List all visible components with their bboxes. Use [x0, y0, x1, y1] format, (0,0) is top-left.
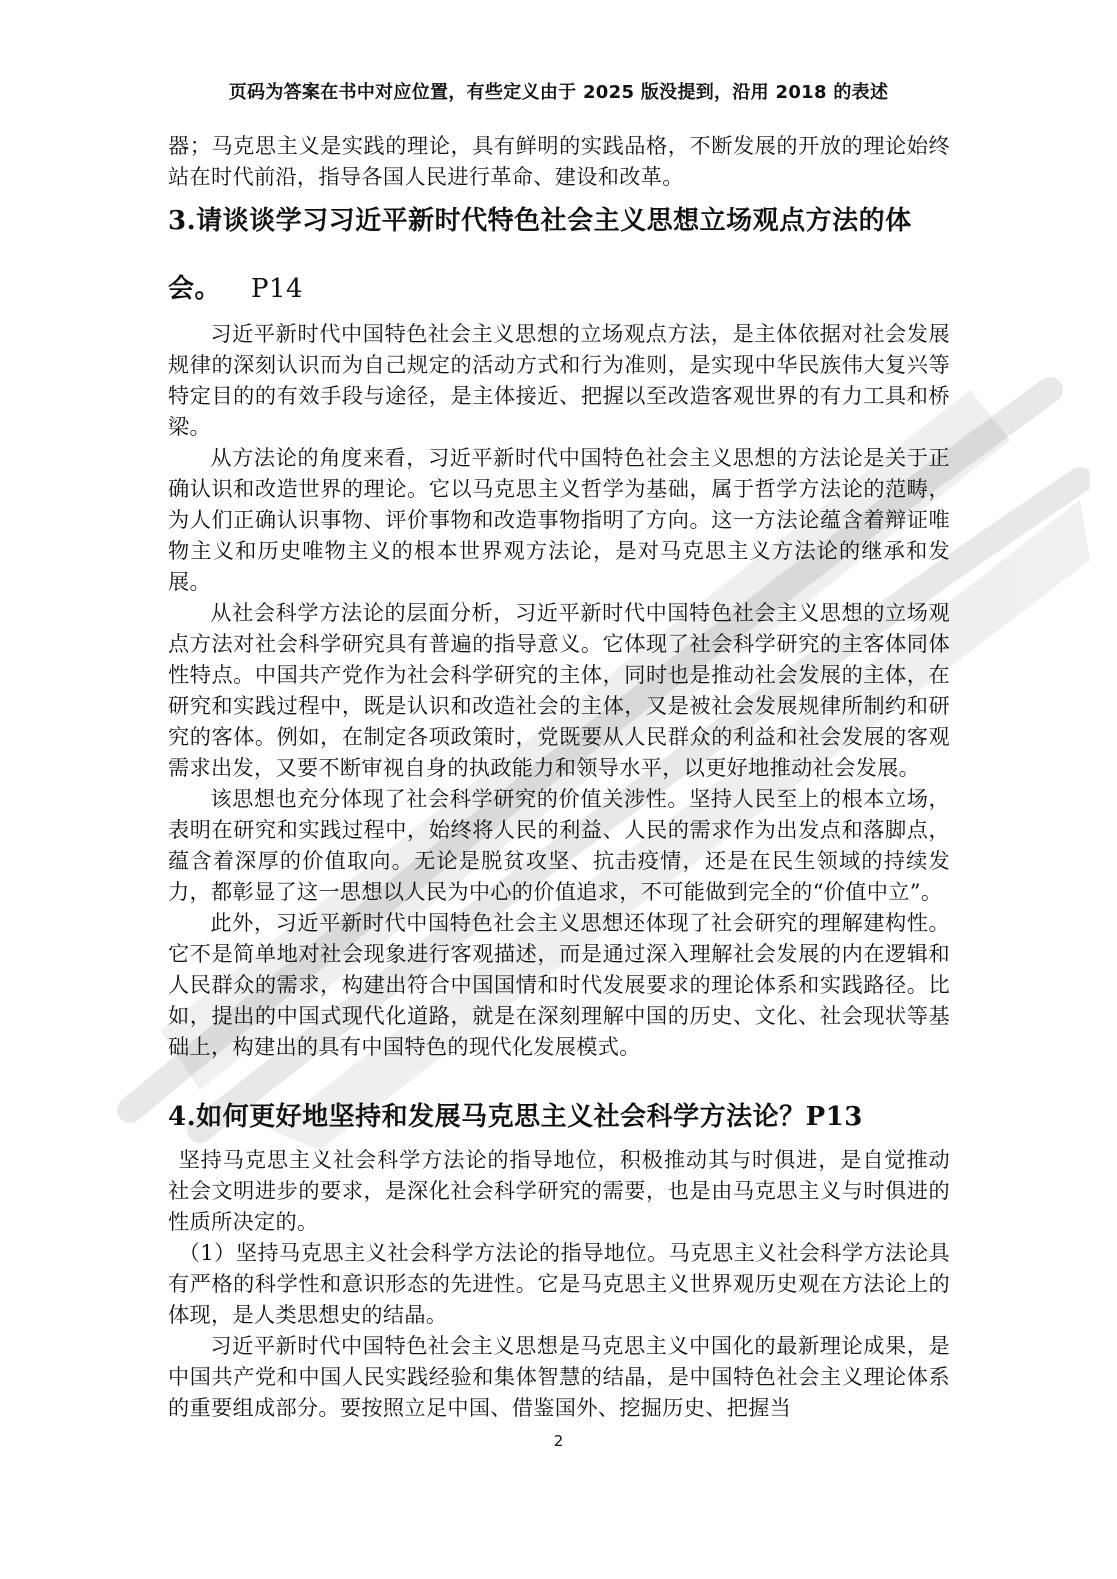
q4-paragraph-3: 习近平新时代中国特色社会主义思想是马克思主义中国化的最新理论成果，是中国共产党和中国人民实践经验和集体智慧的结晶，是中国特色社会主义理论体系的重要组成部分。要按照立足中国、借鉴国外、挖掘历史、把握当: [168, 1333, 950, 1420]
q3-paragraph-1: 习近平新时代中国特色社会主义思想的立场观点方法，是主体依据对社会发展规律的深刻认识而为自己规定的活动方式和行为准则，是实现中华民族伟大复兴等特定目的的有效手段与途径，是主体接近、把握以至改造客观世界的有力工具和桥梁。: [168, 321, 950, 439]
q3-paragraph-5: 此外，习近平新时代中国特色社会主义思想还体现了社会研究的理解建构性。它不是简单地对社会现象进行客观描述，而是通过深入理解社会发展的内在逻辑和人民群众的需求，构建出符合中国国情和时代发展要求的理论体系和实践路径。比如，提出的中国式现代化道路，就是在深刻理解中国的历史、文化、社会现状等基础上，构建出的具有中国特色的现代化发展模式。: [168, 910, 950, 1059]
page-header: 页码为答案在书中对应位置，有些定义由于 2025 版没提到，沿用 2018 的表述: [228, 82, 889, 103]
q4-paragraph-1: 坚持马克思主义社会科学方法论的指导地位，积极推动其与时俱进，是自觉推动社会文明进步的要求，是深化社会科学研究的需要，也是由马克思主义与时俱进的性质所决定的。: [168, 1147, 950, 1234]
document-body: [168, 130, 950, 1423]
page-number: 2: [553, 1432, 564, 1450]
q4-paragraph-2: （1）坚持马克思主义社会科学方法论的指导地位。马克思主义社会科学方法论具有严格的科学性和意识形态的先进性。它是马克思主义世界观历史观在方法论上的体现，是人类思想史的结晶。: [168, 1240, 950, 1327]
q3-paragraph-3: 从社会科学方法论的层面分析，习近平新时代中国特色社会主义思想的立场观点方法对社会科学研究具有普遍的指导意义。它体现了社会科学研究的主客体同体性特点。中国共产党作为社会科学研究的主体，同时也是推动社会发展的主体，在研究和实践过程中，既是认识和改造社会的主体，又是被社会发展规律所制约和研究的客体。例如，在制定各项政策时，党既要从人民群众的利益和社会发展的客观需求出发，又要不断审视自身的执政能力和领导水平，以更好地推动社会发展。: [168, 600, 950, 780]
question-3-title: 3.请谈谈学习习近平新时代特色社会主义思想立场观点方法的体: [168, 206, 912, 236]
q3-paragraph-4: 该思想也充分体现了社会科学研究的价值关涉性。坚持人民至上的根本立场，表明在研究和实践过程中，始终将人民的利益、人民的需求作为出发点和落脚点，蕴含着深厚的价值取向。无论是脱贫攻坚、抗击疫情，还是在民生领域的持续发力，都彰显了这一思想以人民为中心的价值追求，不可能做到完全的“价值中立”。: [168, 786, 950, 904]
q3-paragraph-2: 从方法论的角度来看，习近平新时代中国特色社会主义思想的方法论是关于正确认识和改造世界的理论。它以马克思主义哲学为基础，属于哲学方法论的范畴，为人们正确认识事物、评价事物和改造事物指明了方向。这一方法论蕴含着辩证唯物主义和历史唯物主义的根本世界观方法论，是对马克思主义方法论的继承和发展。: [168, 445, 950, 594]
question-3-title-end: 会。: [168, 274, 222, 304]
question-4-title: 4.如何更好地坚持和发展马克思主义社会科学方法论？P13: [168, 1102, 863, 1132]
question-3-page-ref: P14: [251, 274, 304, 304]
continuation-paragraph: 器；马克思主义是实践的理论，具有鲜明的实践品格，不断发展的开放的理论始终站在时代前沿，指导各国人民进行革命、建设和改革。: [168, 133, 950, 189]
question-3-title-cont: [168, 266, 950, 312]
